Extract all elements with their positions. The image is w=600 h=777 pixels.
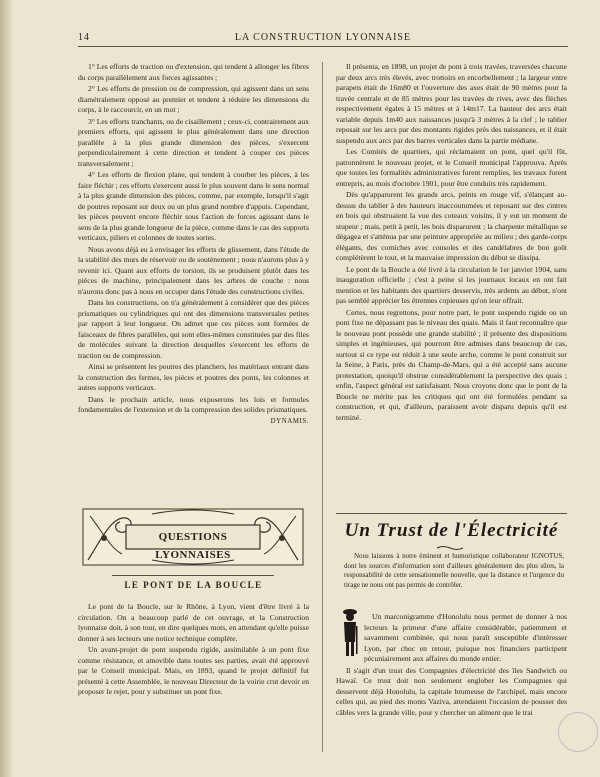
library-stamp [558,712,598,752]
paragraph: Ainsi se présentent les poutres des planchers, les matériaux entrant dans la construction des fermes, les pièces et poutres des ponts, les colonnes et autres supports verticaux. [78,362,309,392]
paragraph: Un marconigramme d'Honolulu nous permet de donner à nos lecteurs la primeur d'une affaire considérable, patiemment et savamment combinée, qui nous paraît susceptible d'intéresser Lyon, par choc en retour, puisque nos financiers participent pécuniairement aux affaires du monde entier. [364,612,567,663]
left-column-text [78,62,309,426]
article-title-trust: Un Trust de l'Électricité [344,520,559,541]
page-binding-shadow [0,0,14,777]
author-signature: DYNAMIS. [270,416,309,425]
paragraph: Nous avons déjà eu à envisager les efforts de glissement, dans l'étude de la stabilité des murs de réservoir ou de soutènement ; nous n'aurons plus à y revenir ici. Quant aux efforts de torsion, ils se produisent plutôt dans les pièces de machine, principalement dans les arbres de couche : nous n'aurons donc pas à nous en occuper dans l'étude des constructions civiles. [78,244,309,296]
paragraph: Le pont de la Boucle a été livré à la circulation le 1er janvier 1904, sans inauguration officielle ; c'est à peine si les journaux locaux en ont fait mention et les habitants des quartiers desservis, très ardents au début, n'ont pas semblé apprécier les étrennes copieuses qu'on leur offrait. [336,264,567,305]
column-divider [322,62,323,752]
page-header [78,30,568,47]
paragraph: Dès qu'apparurent les grands arcs, peints en rouge vif, s'élançant au-dessus du tablier à des hauteurs inaccoutumées et reposant sur des cintres en bois qui obstruaient la vue des coteaux voisins, il y eut un moment de stupeur ; mais, petit à petit, les bois disparurent ; la charpente métallique se dégagea et s'atténua par une peinture appropriée au milieu ; des garde-corps élégants, des corniches avec consoles et des candélabres de bon goût complétèrent le tout, et la mauvaise impression du début se dissipa. [336,190,567,262]
title-ornament [435,545,465,551]
article-trust-text [336,612,567,718]
paragraph: 1° Les efforts de traction ou d'extension, qui tendent à allonger les fibres du corps parallèlement aux forces agissantes ; [78,62,309,82]
journal-title: LA CONSTRUCTION LYONNAISE [234,32,412,43]
page-number: 14 [78,32,90,43]
article-trust-intro [344,552,564,590]
paragraph: Dans le prochain article, nous exposerons les lois et formules fondamentales de l'extension et de la compression des solides prismatiques. [78,394,309,414]
paragraph: Il s'agit d'un trust des Compagnies d'électricité des îles Sandwich ou Hawaï. Ce trust doit non seulement englober les Compagnies qui desservent déjà Honolulu, la capitale brumeuse de l'archipel, mais encore celles qui, au pied des monts Vaziva, attendaient l'occasion de pousser des câbles vers la grande ville, pour y chercher un aliment que le trai [336,665,567,717]
paragraph: Dans les constructions, on n'a généralement à considérer que des pièces prismatiques ou cylindriques qui ont des dimensions transversales petites par rapport à leur longueur. On admet que ces pièces sont formées de faisceaux de fibres parallèles, qui sont elles-mêmes constituées par des files de molécules suivant la direction desquelles s'exercent les efforts de traction ou de compression. [78,298,309,360]
article-pont-text [78,602,309,698]
article-rule [112,575,274,576]
article-title-pont: LE PONT DE LA BOUCLE [124,580,263,590]
banner-label: QUESTIONS LYONNAISES [155,531,231,561]
section-banner [82,508,304,566]
paragraph: 3° Les efforts tranchants, ou de cisaillement ; ceux-ci, contrairement aux premiers efforts, qui agissent le plus généralement dans une direction parallèle à la plus grande dimension des pièces, s'exercent perpendiculairement à cette direction et tendent à couper ces pièces transversalement ; [78,116,309,168]
paragraph: Certes, nous regrettons, pour notre part, le pont suspendu rigide ou un pont fixe ne dépassant pas le niveau des quais. Mais il faut reconnaître que le nouveau pont possède une grande stabilité ; il présente des dispositions simples et ingénieuses, qui pourront être admises dans beaucoup de cas, surtout si ce type est réduit à une seule arche, comme le pont construit sur la Seine, à Paris, près du Champ-de-Mars, qui a été accepté sans aucune protestation, quoiqu'il obstrue considérablement la perspective des quais ; enfin, l'aspect général est satisfaisant. Nous croyons donc que le pont de la Boucle ne mérite pas les critiques qui ont été formulées pendant sa construction, et qui, d'ailleurs, paraissent avoir disparu depuis qu'il est terminé. [336,307,567,422]
paragraph: Nous laissons à notre éminent et humoristique collaborateur IGNOTUS, dont les sources d'information sont d'ailleurs généralement des plus sûres, la responsabilité de cette sensationnelle nouvelle, que la distance et l'urgence du tirage ne nous ont pas permis de contrôler. [344,552,564,589]
paragraph: 2° Les efforts de pression ou de compression, qui agissent dans un sens diamétralement opposé au premier et tendent à réduire les dimensions du corps, à le raccourcir, en un mot ; [78,84,309,114]
paragraph: Les Comités de quartiers, qui réclamaient un pont, quel qu'il fût, patronnèrent le nouveau projet, et le Conseil municipal l'approuva. Après que toutes les formalités administratives furent remplies, les travaux furent entrepris, au mois d'octobre 1901, pour être conduits très rapidement. [336,147,567,188]
paragraph: Un avant-projet de pont suspendu rigide, assimilable à un pont fixe comme résistance, et amovible dans toutes ses parties, avait été approuvé par le Conseil municipal. Mais, en 1893, quand le projet définitif fut présenté à cette Assemblée, le nouveau Directeur de la voirie crut devoir en proposer le rejet, pour y substituer un pont fixe. [78,645,309,696]
right-column-text [336,62,567,423]
paragraph: Le pont de la Boucle, sur le Rhône, à Lyon, vient d'être livré à la circulation. On a beaucoup parlé de cet ouvrage, et la Construction lyonnaise doit, à son tour, en dire quelques mots, en attendant qu'elle puisse donner à ses lecteurs une notice technique complète. [78,602,309,643]
paragraph: 4° Les efforts de flexion plane, qui tendent à courber les pièces, à les faire fléchir ; ces efforts s'exercent aussi le plus souvent dans le sens normal à la plus grande dimension des pièces, comme, par exemple, lorsqu'il s'agit de poutres reposant sur deux ou un plus grand nombre d'appuis. Cependant, les pièces peuvent encore fléchir sous l'action de forces agissant dans le sens de la plus grande longueur de la pièce, comme dans le cas des supports verticaux, piliers et colonnes de toutes sortes. [78,170,309,242]
article-rule [336,513,567,514]
paragraph: Il présenta, en 1898, un projet de pont à trois travées, traversées chacune par deux arcs très élevés, avec trottoirs en encorbellement ; la largeur entre parapets était de 16m80 et l'ouverture des axes était de 90 mètres pour la travée centrale et de 85 mètres pour les travées de rives, avec des flèches respectivement égales à 15 mètres et à 14m17. La hauteur des arcs était variable depuis 1m40 aux naissances jusqu'à 3 mètres à la clef ; le tablier reposait sur les arcs par des montants rigides près des naissances, et il était suspendu aux arcs par des barres verticales dans la partie médiane. [336,62,567,145]
